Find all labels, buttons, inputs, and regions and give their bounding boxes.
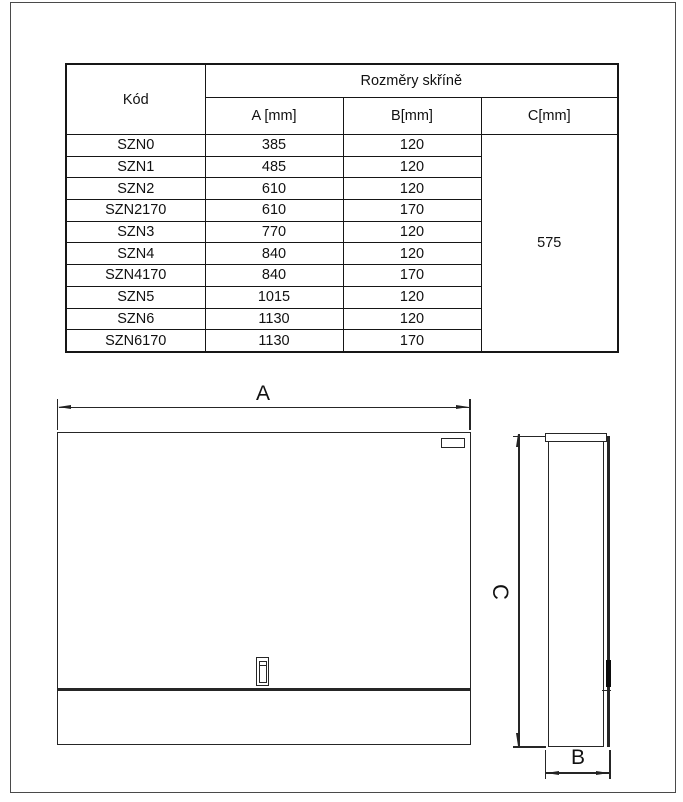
cell-a: 770 bbox=[205, 221, 343, 243]
dimension-a-line bbox=[59, 407, 469, 408]
cell-a: 1130 bbox=[205, 308, 343, 330]
dimension-b-extension-left bbox=[545, 750, 546, 779]
cell-code: SZN2 bbox=[66, 178, 205, 200]
dimension-a-extension-right bbox=[469, 399, 470, 430]
cell-code: SZN2170 bbox=[66, 200, 205, 222]
dimension-c-line bbox=[518, 434, 519, 746]
dimension-c-arrow-down-icon bbox=[516, 733, 520, 746]
cell-b: 120 bbox=[343, 221, 481, 243]
cell-code: SZN0 bbox=[66, 135, 205, 157]
cell-b: 170 bbox=[343, 265, 481, 287]
cabinet-side-lock-tick bbox=[602, 690, 611, 692]
cell-b: 120 bbox=[343, 135, 481, 157]
cell-b: 170 bbox=[343, 200, 481, 222]
dimension-c-label: C bbox=[488, 584, 513, 600]
cell-a: 840 bbox=[205, 243, 343, 265]
cell-a: 1015 bbox=[205, 286, 343, 308]
dimension-b-arrow-left-icon bbox=[546, 771, 559, 775]
cell-a: 610 bbox=[205, 200, 343, 222]
col-header-c: C[mm] bbox=[481, 98, 618, 135]
dimensions-table bbox=[65, 63, 619, 353]
cell-code: SZN5 bbox=[66, 286, 205, 308]
cell-b: 170 bbox=[343, 330, 481, 352]
cabinet-side-door-panel bbox=[607, 436, 610, 747]
dimension-b-label: B bbox=[570, 746, 585, 769]
dimension-b-extension-right bbox=[609, 750, 610, 779]
dimension-a-label: A bbox=[255, 382, 270, 405]
dimension-a-arrow-left-icon bbox=[58, 405, 71, 409]
col-header-a: A [mm] bbox=[205, 98, 343, 135]
cell-b: 120 bbox=[343, 178, 481, 200]
cell-a: 385 bbox=[205, 135, 343, 157]
cell-code: SZN4170 bbox=[66, 265, 205, 287]
dimension-a-arrow-right-icon bbox=[456, 405, 469, 409]
cell-a: 485 bbox=[205, 156, 343, 178]
table-row bbox=[66, 135, 618, 157]
cell-b: 120 bbox=[343, 243, 481, 265]
cell-code: SZN1 bbox=[66, 156, 205, 178]
cell-b: 120 bbox=[343, 156, 481, 178]
door-lock-divider bbox=[259, 665, 266, 666]
cell-code: SZN6 bbox=[66, 308, 205, 330]
cell-b: 120 bbox=[343, 286, 481, 308]
cell-a: 840 bbox=[205, 265, 343, 287]
col-header-b: B[mm] bbox=[343, 98, 481, 135]
cell-b: 120 bbox=[343, 308, 481, 330]
cell-code: SZN4 bbox=[66, 243, 205, 265]
dimension-a-extension-left bbox=[57, 399, 58, 430]
cell-code: SZN6170 bbox=[66, 330, 205, 352]
cabinet-front-nameplate bbox=[441, 438, 465, 448]
cabinet-side-lock bbox=[606, 660, 611, 687]
cabinet-side-body bbox=[548, 441, 604, 747]
dimension-b-arrow-right-icon bbox=[596, 771, 609, 775]
cell-a: 610 bbox=[205, 178, 343, 200]
cell-code: SZN3 bbox=[66, 221, 205, 243]
dimension-c-extension-bottom bbox=[513, 746, 546, 747]
group-header-cabinet-dimensions: Rozměry skříně bbox=[205, 64, 618, 98]
col-header-code: Kód bbox=[66, 64, 205, 135]
cabinet-front-plinth-line bbox=[57, 688, 471, 691]
cell-a: 1130 bbox=[205, 330, 343, 352]
cell-c-merged: 575 bbox=[481, 135, 618, 352]
cabinet-front-outline bbox=[57, 432, 471, 745]
dimension-c-extension-top bbox=[513, 436, 546, 437]
